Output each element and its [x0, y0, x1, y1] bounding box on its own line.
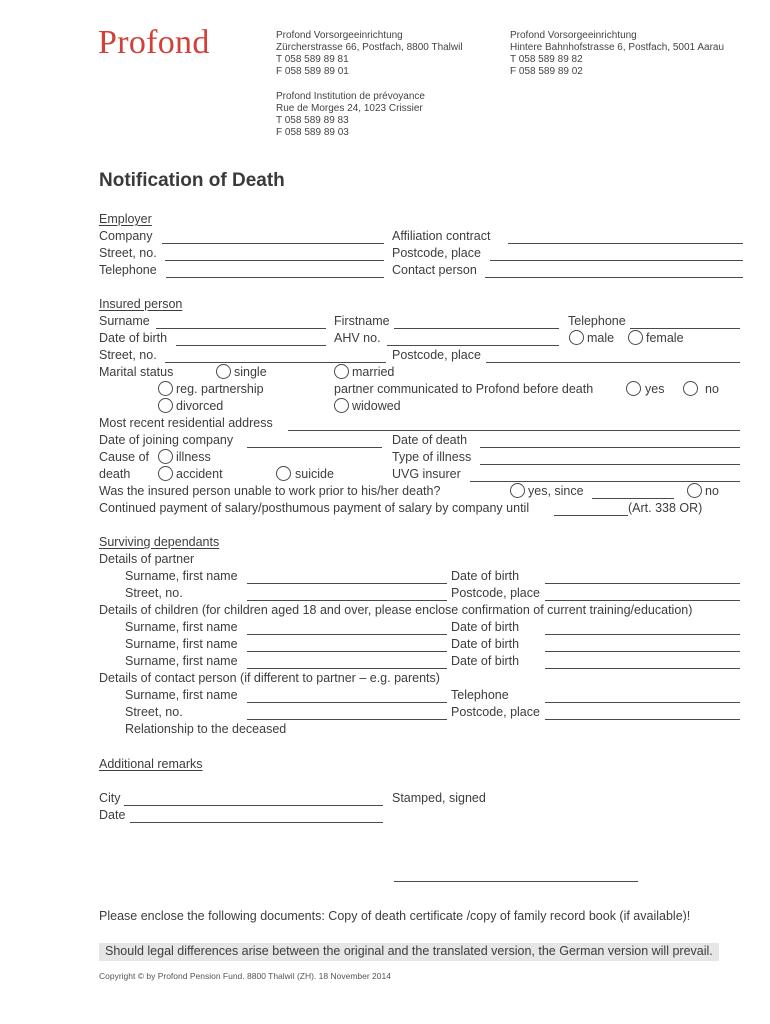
enclose-documents-note: Please enclose the following documents: Copy of death certificate /copy of family record book (if available)! [99, 909, 691, 923]
company-label: Company [99, 229, 153, 243]
employer-postcode-label: Postcode, place [392, 246, 481, 260]
address-line: F 058 589 89 02 [510, 66, 583, 77]
address-line: T 058 589 89 83 [276, 115, 349, 126]
insured-telephone-label: Telephone [568, 314, 626, 328]
contact-telephone-field[interactable] [545, 702, 740, 703]
child3-surname-field[interactable] [247, 668, 447, 669]
male-label: male [587, 331, 615, 345]
residential-field[interactable] [288, 430, 740, 431]
surname-field[interactable] [156, 328, 326, 329]
illness-radio[interactable] [158, 449, 173, 464]
partnership-label: reg. partnership [176, 382, 264, 396]
unable-no-radio[interactable] [687, 483, 702, 498]
contact-street-label: Street, no. [125, 705, 183, 719]
partner-street-field[interactable] [247, 600, 447, 601]
partner-communicated-label: partner communicated to Profond before death [334, 382, 594, 396]
yes-since-label: yes, since [528, 484, 584, 498]
insured-street-label: Street, no. [99, 348, 157, 362]
legal-note: Should legal differences arise between the original and the translated version, the German version will prevail. [99, 943, 719, 961]
child2-surname-field[interactable] [247, 651, 447, 652]
surname-label: Surname [99, 314, 150, 328]
contact-street-field[interactable] [247, 719, 447, 720]
firstname-field[interactable] [394, 328, 559, 329]
insured-heading: Insured person [99, 297, 183, 311]
contact-person-label: Contact person [392, 263, 477, 277]
joining-field[interactable] [247, 447, 382, 448]
contact-person-field[interactable] [485, 277, 743, 278]
children-details-label: Details of children (for children aged 18 and over, please enclose confirmation of current training/education) [99, 603, 693, 617]
contact-postcode-field[interactable] [545, 719, 740, 720]
address-line: F 058 589 89 03 [276, 127, 349, 138]
joining-label: Date of joining company [99, 433, 234, 447]
partner-surname-label: Surname, first name [125, 569, 238, 583]
employer-postcode-field[interactable] [490, 260, 743, 261]
contact-details-label: Details of contact person (if different to partner – e.g. parents) [99, 671, 440, 685]
employer-telephone-label: Telephone [99, 263, 157, 277]
employer-heading: Employer [99, 212, 152, 226]
child2-dob-label: Date of birth [451, 637, 520, 651]
widowed-radio[interactable] [334, 398, 349, 413]
unable-work-label: Was the insured person unable to work prior to his/her death? [99, 484, 441, 498]
partnership-radio[interactable] [158, 381, 173, 396]
address-line: T 058 589 89 81 [276, 54, 349, 65]
child3-surname-label: Surname, first name [125, 654, 238, 668]
address-aarau [510, 30, 724, 78]
type-illness-field[interactable] [480, 464, 740, 465]
stamped-label: Stamped, signed [392, 791, 486, 805]
partner-street-label: Street, no. [125, 586, 183, 600]
female-radio[interactable] [628, 330, 643, 345]
address-crissier [276, 91, 425, 139]
address-line: Profond Vorsorgeeinrichtung [276, 30, 403, 41]
dob-field[interactable] [176, 345, 326, 346]
address-line: Zürcherstrasse 66, Postfach, 8800 Thalwil [276, 42, 463, 53]
single-label: single [234, 365, 267, 379]
child1-surname-label: Surname, first name [125, 620, 238, 634]
contact-surname-field[interactable] [247, 702, 447, 703]
uvg-field[interactable] [470, 481, 740, 482]
dependants-heading: Surviving dependants [99, 535, 220, 549]
insured-postcode-label: Postcode, place [392, 348, 481, 362]
insured-telephone-field[interactable] [630, 328, 740, 329]
child2-surname-label: Surname, first name [125, 637, 238, 651]
partner-no-radio[interactable] [683, 381, 698, 396]
single-radio[interactable] [216, 364, 231, 379]
address-line: T 058 589 89 82 [510, 54, 583, 65]
profond-logo: Profond [98, 24, 210, 61]
employer-street-field[interactable] [165, 260, 384, 261]
dod-field[interactable] [480, 447, 740, 448]
unable-yes-radio[interactable] [510, 483, 525, 498]
suicide-radio[interactable] [276, 466, 291, 481]
continued-payment-label: Continued payment of salary/posthumous payment of salary by company until [99, 501, 530, 515]
copyright: Copyright © by Profond Pension Fund. 8800 Thalwil (ZH). 18 November 2014 [99, 971, 391, 981]
yes-since-field[interactable] [592, 498, 674, 499]
partner-dob-label: Date of birth [451, 569, 520, 583]
contact-surname-label: Surname, first name [125, 688, 238, 702]
city-field[interactable] [124, 805, 383, 806]
address-thalwil [276, 30, 463, 78]
page-title: Notification of Death [99, 170, 285, 191]
child2-dob-field[interactable] [545, 651, 740, 652]
date-label: Date [99, 808, 126, 822]
male-radio[interactable] [569, 330, 584, 345]
cause-of-label: Cause of [99, 450, 150, 464]
residential-label: Most recent residential address [99, 416, 273, 430]
remarks-heading: Additional remarks [99, 757, 203, 771]
child1-dob-field[interactable] [545, 634, 740, 635]
art-label: (Art. 338 OR) [628, 501, 703, 515]
accident-radio[interactable] [158, 466, 173, 481]
address-line: Profond Vorsorgeeinrichtung [510, 30, 637, 41]
death-label: death [99, 467, 131, 481]
insured-street-field[interactable] [165, 362, 386, 363]
dod-label: Date of death [392, 433, 468, 447]
partner-yes-radio[interactable] [626, 381, 641, 396]
affiliation-label: Affiliation contract [392, 229, 491, 243]
employer-telephone-field[interactable] [166, 277, 384, 278]
widowed-label: widowed [352, 399, 401, 413]
divorced-label: divorced [176, 399, 224, 413]
dob-label: Date of birth [99, 331, 168, 345]
ahv-label: AHV no. [334, 331, 381, 345]
child3-dob-label: Date of birth [451, 654, 520, 668]
partner-surname-field[interactable] [247, 583, 447, 584]
address-line: F 058 589 89 01 [276, 66, 349, 77]
ahv-field[interactable] [387, 345, 559, 346]
child3-dob-field[interactable] [545, 668, 740, 669]
uvg-label: UVG insurer [392, 467, 461, 481]
partner-postcode-field[interactable] [545, 600, 740, 601]
employer-street-label: Street, no. [99, 246, 157, 260]
partner-dob-field[interactable] [545, 583, 740, 584]
marital-status-label: Marital status [99, 365, 174, 379]
divorced-radio[interactable] [158, 398, 173, 413]
continued-payment-field[interactable] [554, 515, 628, 516]
suicide-label: suicide [295, 467, 334, 481]
date-field[interactable] [130, 822, 383, 823]
relationship-label: Relationship to the deceased [125, 722, 287, 736]
address-line: Profond Institution de prévoyance [276, 91, 425, 102]
married-radio[interactable] [334, 364, 349, 379]
illness-label: illness [176, 450, 211, 464]
company-field[interactable] [162, 243, 384, 244]
insured-postcode-field[interactable] [486, 362, 740, 363]
partner-details-label: Details of partner [99, 552, 195, 566]
partner-no-label: no [705, 382, 719, 396]
city-label: City [99, 791, 121, 805]
type-illness-label: Type of illness [392, 450, 472, 464]
child1-dob-label: Date of birth [451, 620, 520, 634]
female-label: female [646, 331, 684, 345]
contact-telephone-label: Telephone [451, 688, 509, 702]
firstname-label: Firstname [334, 314, 390, 328]
address-line: Hintere Bahnhofstrasse 6, Postfach, 5001 Aarau [510, 42, 725, 53]
signature-field[interactable] [394, 881, 638, 882]
married-label: married [352, 365, 395, 379]
unable-no-label: no [705, 484, 719, 498]
affiliation-field[interactable] [508, 243, 743, 244]
address-line: Rue de Morges 24, 1023 Crissier [276, 103, 423, 114]
accident-label: accident [176, 467, 223, 481]
partner-yes-label: yes [645, 382, 665, 396]
child1-surname-field[interactable] [247, 634, 447, 635]
partner-postcode-label: Postcode, place [451, 586, 540, 600]
contact-postcode-label: Postcode, place [451, 705, 540, 719]
